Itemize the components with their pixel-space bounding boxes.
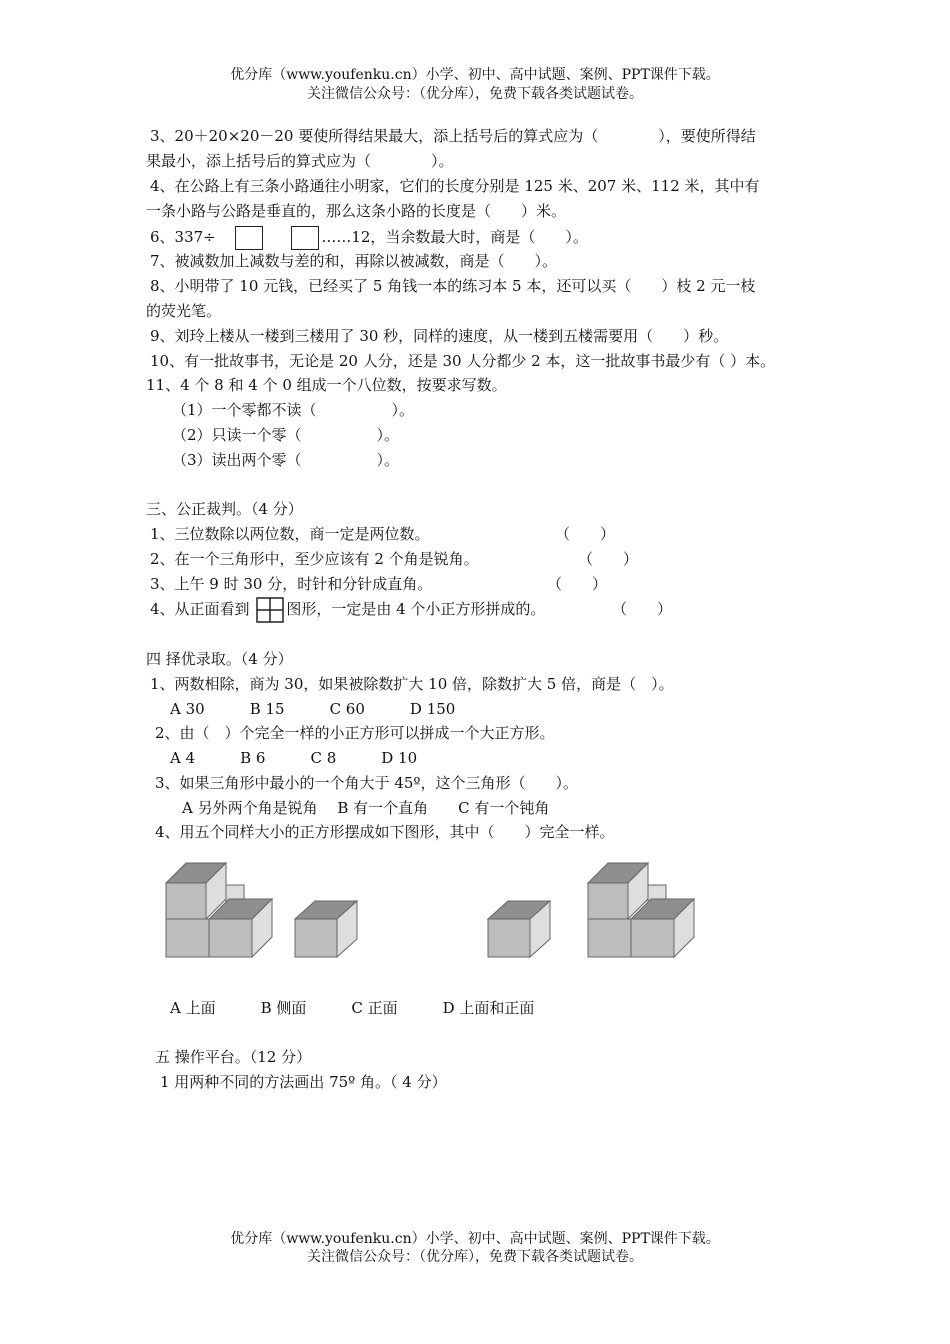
cube-face — [166, 883, 206, 919]
q10-line: 10、有一批故事书，无论是 20 人分，还是 30 人分都少 2 本，这一批故事书最少有（ ）本。 — [150, 352, 776, 370]
judge-4-prefix: 4、从正面看到 — [150, 600, 250, 618]
cube-figure-side — [295, 901, 357, 957]
q11-sub-1: （1）一个零都不读（ ）。 — [172, 401, 415, 419]
choice-4: 4、用五个同样大小的正方形摆成如下图形，其中（ ）完全一样。 — [155, 823, 615, 841]
judge-3-paren: （ ） — [547, 575, 608, 593]
judge-title: 三、公正裁判。（4 分） — [146, 500, 303, 518]
choice-2: 2、由（ ）个完全一样的小正方形可以拼成一个大正方形。 — [155, 724, 555, 742]
blank-box[interactable] — [235, 226, 263, 250]
q8-line-2: 的荧光笔。 — [146, 302, 222, 320]
blank-box[interactable] — [291, 226, 319, 250]
header-line-2: 关注微信公众号：（优分库），免费下载各类试题试卷。 — [307, 86, 643, 102]
judge-2: 2、在一个三角形中，至少应该有 2 个角是锐角。 — [150, 550, 479, 568]
cube-figure-top-front — [588, 863, 694, 957]
judge-4-suffix: 图形，一定是由 4 个小正方形拼成的。 — [286, 600, 546, 618]
judge-2-paren: （ ） — [578, 550, 639, 568]
judge-4 — [150, 596, 545, 623]
q6-suffix: ……12，当余数最大时，商是（ ）。 — [321, 228, 588, 246]
choice-3: 3、如果三角形中最小的一个角大于 45º，这个三角形（ ）。 — [155, 774, 578, 792]
judge-4-paren: （ ） — [612, 600, 673, 618]
q6-line — [150, 224, 588, 250]
choice-1: 1、两数相除，商为 30，如果被除数扩大 10 倍，除数扩大 5 倍，商是（ ）。 — [150, 675, 674, 693]
judge-1-paren: （ ） — [555, 525, 616, 543]
judge-1: 1、三位数除以两位数，商一定是两位数。 — [150, 525, 430, 543]
choice-4-options: A 上面 B 侧面 C 正面 D 上面和正面 — [170, 999, 535, 1017]
choice-title: 四 择优录取。（4 分） — [146, 650, 293, 668]
q11-sub-3: （3）读出两个零（ ）。 — [172, 451, 400, 469]
choice-3-options: A 另外两个角是锐角 B 有一个直角 C 有一个钝角 — [182, 799, 550, 817]
q11-line: 11、4 个 8 和 4 个 0 组成一个八位数，按要求写数。 — [146, 376, 507, 394]
footer-line-1: 优分库（www.youfenku.cn）小学、初中、高中试题、案例、PPT课件下载。 — [230, 1231, 720, 1247]
q3-line-1: 3、20＋20×20－20 要使所得结果最大，添上括号后的算式应为（ ），要使所得结 — [150, 127, 756, 145]
cube-face — [488, 919, 530, 957]
q11-sub-2: （2）只读一个零（ ）。 — [172, 426, 400, 444]
choice-2-options: A 4 B 6 C 8 D 10 — [170, 749, 418, 767]
cube-figure-front — [488, 901, 550, 957]
q6-prefix: 6、337÷ — [150, 228, 216, 246]
cube-figure-top — [166, 863, 272, 957]
header-line-1: 优分库（www.youfenku.cn）小学、初中、高中试题、案例、PPT课件下载。 — [230, 67, 720, 83]
judge-3: 3、上午 9 时 30 分，时针和分针成直角。 — [150, 575, 433, 593]
choice-1-options: A 30 B 15 C 60 D 150 — [170, 700, 456, 718]
practice-1: 1 用两种不同的方法画出 75º 角。（ 4 分） — [160, 1073, 447, 1091]
q3-line-2: 果最小，添上括号后的算式应为（ ）。 — [146, 152, 454, 170]
q4-line-2: 一条小路与公路是垂直的，那么这条小路的长度是（ ）米。 — [146, 202, 567, 220]
q4-line-1: 4、在公路上有三条小路通往小明家，它们的长度分别是 125 米、207 米、112 米，其中有 — [150, 177, 760, 195]
cube-figures — [150, 855, 710, 965]
cube-face — [295, 919, 337, 957]
q9-line: 9、刘玲上楼从一楼到三楼用了 30 秒，同样的速度，从一楼到五楼需要用（ ）秒。 — [150, 327, 729, 345]
cube-face — [588, 883, 628, 919]
practice-title: 五 操作平台。（12 分） — [155, 1048, 312, 1066]
four-square-icon — [256, 597, 284, 623]
q7-line: 7、被减数加上减数与差的和，再除以被减数，商是（ ）。 — [150, 252, 558, 270]
q8-line-1: 8、小明带了 10 元钱，已经买了 5 角钱一本的练习本 5 本，还可以买（ ）枝 2 元一枝 — [150, 277, 756, 295]
footer-line-2: 关注微信公众号：（优分库），免费下载各类试题试卷。 — [307, 1249, 643, 1265]
